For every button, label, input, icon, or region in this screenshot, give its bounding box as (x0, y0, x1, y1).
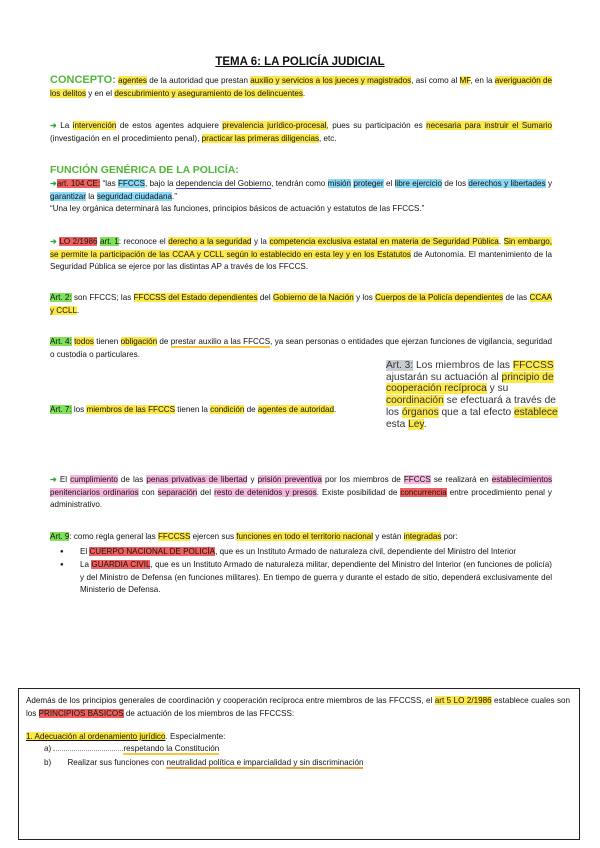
text-span: ejercen sus (190, 532, 237, 541)
arrow-icon: ➜ (50, 475, 57, 484)
text-span: FFCCS (403, 475, 431, 484)
art104-paragraph (50, 178, 552, 216)
text-span: FFCCSS (512, 360, 554, 371)
text-span: y la (251, 237, 270, 246)
text-span: Realizar sus funciones con (67, 758, 167, 767)
text-span: practicar las primeras diligencias (201, 133, 320, 143)
text-span: , bajo la (144, 179, 176, 188)
text-span: y (545, 179, 552, 188)
text-span: Gobierno de la Nación (272, 293, 354, 302)
text-span: Art. 9 (50, 532, 70, 541)
text-span: y los (353, 293, 376, 302)
text-span: libre ejercicio (394, 179, 442, 188)
text-span: agentes de autoridad (257, 405, 334, 414)
text-span: Cuerpos de la Policía dependientes (375, 293, 504, 302)
text-span: . (302, 88, 306, 98)
text-span: el (383, 179, 395, 188)
text-span: . (423, 418, 427, 430)
text-span: FFCCS (117, 179, 145, 188)
text-span: de (157, 337, 171, 346)
text-span: Sin embargo, se permite la participación de las CCAA y CCLL según lo establecido en esta ley y en los Estatutos (50, 237, 552, 259)
text-span: 1. Adecuación al ordenamiento jurídico (26, 732, 166, 741)
text-span: esta (386, 418, 409, 430)
text-span: (investigación en el procedimiento penal), (50, 133, 202, 143)
text-span: de las (117, 475, 147, 484)
principio-1 (26, 731, 570, 744)
text-span: principio de cooperación recíproca (386, 371, 554, 395)
text-span: MF (459, 76, 471, 85)
text-span: de Autonomía. El mantenimiento de la Seguridad Pública se ejerce por las distintas AP a través de los FFCCS. (50, 249, 552, 272)
text-span: FFCCSS (157, 532, 191, 541)
arrow-icon: ➜ (50, 237, 57, 246)
text-span: y (247, 475, 258, 484)
list-label: a) (44, 744, 52, 753)
text-span: establece (514, 406, 558, 418)
text-span: Art. 3: (386, 360, 414, 371)
text-span: separación (157, 487, 198, 497)
text-span: neutralidad política e imparcialidad y sin discriminación (166, 758, 364, 767)
text-span: : reconoce el (118, 237, 169, 246)
text-span: art. 1 (100, 237, 119, 246)
blank-line (53, 750, 123, 751)
text-span: La (80, 560, 92, 570)
text-span: averiguación de los delitos (50, 76, 552, 98)
text-span: se realizará en (430, 475, 492, 484)
text-span: . Existe posibilidad de (316, 487, 401, 497)
text-span: respetando la Constitución (123, 744, 220, 753)
text-span: órganos (401, 406, 439, 418)
text-span: ajustarán su actuación al (386, 371, 502, 383)
text-span: descubrimiento y aseguramiento de los delincuentes (114, 88, 303, 98)
text-span: dependencia del Gobierno (175, 179, 272, 188)
text-span: , en la (470, 76, 495, 85)
text-span: auxilio y servicios a los jueces y magistrados (250, 76, 412, 85)
text-span: Además de los principios generales de coordinación y cooperación recíproca entre miembros de las FFCCSS, el (26, 696, 435, 705)
text-span: son FFCCS; las (71, 293, 134, 302)
lo-paragraph (50, 236, 552, 274)
text-span: prestar auxilio a las FFCCS (170, 337, 271, 346)
text-span: penas privativas de libertad (146, 475, 248, 484)
list-label: b) (44, 758, 52, 767)
text-span: de estos agentes adquiere (116, 121, 223, 130)
text-span: de actuación de los miembros de las FFCCSS: (123, 708, 295, 718)
text-span: competencia exclusiva estatal en materia de Seguridad Pública (269, 237, 499, 246)
text-span: establecimientos penitenciarios ordinarios (50, 475, 552, 497)
text-span: intervención (72, 121, 117, 130)
text-span: Los miembros de las (413, 360, 513, 371)
text-span: tienen (93, 337, 121, 346)
concepto-paragraph (50, 74, 552, 100)
intervencion-paragraph (50, 120, 552, 145)
text-span: de los (441, 179, 469, 188)
text-span: miembros de las FFCCS (86, 405, 176, 414)
quote-text: “Una ley orgánica determinará las funciones, principios básicos de actuación y estatutos de las FFCCS.” (50, 204, 425, 214)
text-span: , tendrán como (271, 179, 328, 188)
text-span: FFCCSS del Estado dependientes (133, 293, 258, 302)
text-span: obligación (120, 337, 158, 346)
text-span: PRINCIPIOS BÁSICOS (38, 708, 124, 718)
text-span: de la autoridad que prestan (146, 76, 251, 85)
page-title: TEMA 6: LA POLICÍA JUDICIAL (215, 56, 385, 68)
text-span: Art. 7: (50, 405, 72, 414)
text-span: , pues su participación es (326, 121, 427, 130)
principio-a (44, 743, 564, 756)
text-span: concurrencia (400, 487, 447, 497)
text-span: por los miembros de (321, 475, 404, 484)
text-span: de las (503, 293, 530, 302)
text-span: LO 2/1986 (59, 237, 98, 246)
text-span: CCAA y CCLL (50, 293, 552, 315)
text-span: El (56, 475, 71, 484)
text-span: , que es un Instituto Armado de naturaleza militar, dependiente del Ministro del Interior (en funciones de policía) y del Ministro de Defensa (en funciones militares). En tiempo de guerra y durante el estado de sitio, dependerá exclusivamente del Ministerio de Defensa. (80, 560, 553, 595)
text-span: prisión preventiva (257, 475, 322, 484)
text-span: La (56, 121, 73, 130)
text-span: cumplimiento (70, 475, 118, 484)
art4-paragraph (50, 336, 552, 361)
text-span: por: (441, 532, 458, 541)
text-span: GUARDIA CIVIL (91, 560, 151, 570)
text-span: El (80, 546, 90, 556)
text-span: Art. 4: (50, 337, 72, 346)
text-span: resto de detenidos y presos (214, 487, 317, 497)
text-span: establece cuales son los (26, 696, 570, 718)
text-span: CUERPO NACIONAL DE POLICÍA (89, 546, 216, 556)
text-span: , así como al (411, 76, 460, 85)
text-span: coordinación (386, 395, 444, 407)
arrow-icon: ➜ (50, 121, 57, 130)
text-span: garantizar (50, 191, 86, 201)
text-span: de (244, 405, 258, 414)
cumplimiento-paragraph (50, 474, 552, 512)
cuerpos-list (50, 546, 552, 597)
text-span: derechos y libertades (468, 179, 546, 188)
text-span: , que es un Instituto Armado de naturaleza civil, dependiente del Ministro del Interior (215, 546, 517, 556)
text-span: : como regla general las (69, 532, 158, 541)
text-span: . (333, 405, 337, 414)
text-span: y están (373, 532, 404, 541)
text-span: y su (486, 383, 509, 395)
funcion-heading: FUNCIÓN GENÉRICA DE LA POLICÍA: (50, 164, 239, 176)
text-span: . Especialmente: (165, 732, 226, 741)
list-item (80, 559, 552, 597)
text-span: . (77, 305, 80, 315)
text-span: condición (210, 405, 245, 414)
text-span: la (86, 191, 97, 201)
text-span: “las (100, 179, 118, 188)
text-span: del (257, 293, 273, 302)
text-span: con (138, 487, 158, 497)
art3-note (386, 360, 566, 430)
text-span: que a tal efecto (438, 406, 515, 418)
text-span: y en el (86, 88, 115, 98)
principios-intro (26, 695, 570, 720)
text-span: art. 104 CE: (56, 179, 101, 188)
text-span: proteger (353, 179, 384, 188)
text-span: Art. 2: (50, 293, 72, 302)
text-span: todos (74, 337, 94, 346)
list-item (80, 546, 552, 559)
text-span: integradas (403, 532, 442, 541)
art7-paragraph (50, 404, 380, 417)
text-span: necesaria para instruir el Sumario (426, 121, 552, 130)
text-span: del (197, 487, 215, 497)
text-span: entre procedimiento penal y administrativo. (50, 487, 552, 510)
text-span: agentes (118, 76, 147, 85)
text-span: .” (171, 191, 177, 201)
text-span: se efectuará a través de los (386, 395, 556, 418)
text-span: Ley (408, 418, 424, 430)
text-span: prevalencia jurídico-procesal (222, 121, 327, 130)
text-span: . (498, 237, 504, 246)
text-span: los (71, 405, 87, 414)
text-span: funciones en todo el territorio nacional (236, 532, 374, 541)
text-span: , etc. (319, 133, 337, 143)
text-span: tienen la (175, 405, 211, 414)
text-span: , ya sean personas o entidades que ejerzan funciones de vigilancia, seguridad o custodia o particulares. (50, 337, 552, 359)
art2-paragraph (50, 292, 552, 317)
text-span: seguridad ciudadana (96, 191, 172, 201)
art9-paragraph (50, 531, 552, 598)
arrow-icon: ➜ (50, 179, 57, 188)
text-span: misión (327, 179, 352, 188)
text-span: derecho a la seguridad (168, 237, 252, 246)
concepto-heading: CONCEPTO: (50, 74, 116, 86)
principio-b (44, 757, 564, 770)
text-span: art 5 LO 2/1986 (434, 696, 492, 705)
